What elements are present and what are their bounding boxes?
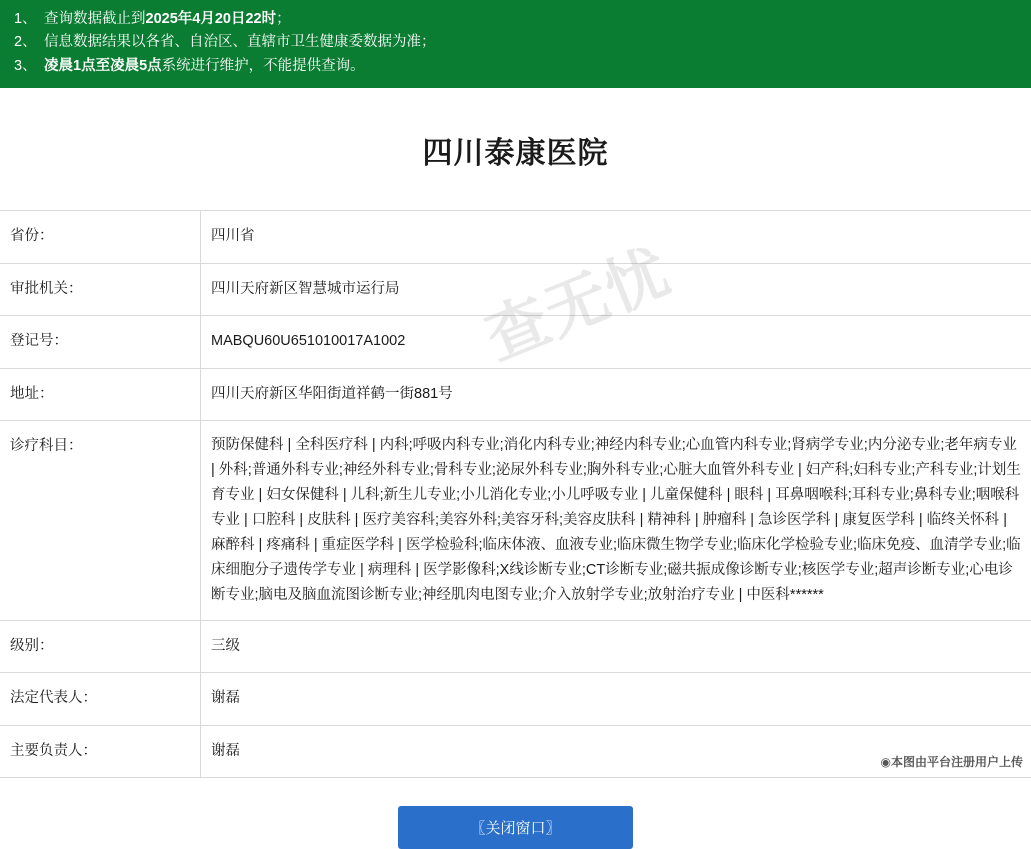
notice-line-2-text: 信息数据结果以各省、自治区、直辖市卫生健康委数据为准； [44,34,436,50]
row-value: 谢磊 [201,725,1031,777]
row-value: 谢磊 [201,673,1031,725]
table-row [0,316,1031,368]
hospital-info-table [0,210,1031,778]
notice-line-3 [0,55,1031,78]
table-row [0,421,1031,621]
close-window-button[interactable]: 〖关闭窗口〗 [398,806,633,849]
row-value: 四川天府新区华阳街道祥鹤一街881号 [201,368,1031,420]
notice-banner [0,0,1031,88]
notice-line-2-number: 2、 [14,31,44,54]
row-label: 级别： [0,620,201,672]
notice-line-3-text-post: 系统进行维护，不能提供查询。 [162,58,365,74]
page-title-wrap [0,88,1031,210]
notice-line-1 [0,8,1031,31]
table-row [0,725,1031,777]
table-row [0,211,1031,263]
row-label: 审批机关： [0,263,201,315]
table-row [0,673,1031,725]
footer [0,778,1031,849]
row-value: 四川省 [201,211,1031,263]
row-value: 三级 [201,620,1031,672]
row-value: MABQU60U651010017A1002 [201,316,1031,368]
notice-line-1-number: 1、 [14,8,44,31]
watermark-corner: ◉本图由平台注册用户上传 [881,753,1023,770]
row-label: 省份： [0,211,201,263]
row-label: 登记号： [0,316,201,368]
notice-line-3-bold: 凌晨1点至凌晨5点 [44,58,162,74]
row-label: 地址： [0,368,201,420]
row-value: 四川天府新区智慧城市运行局 [201,263,1031,315]
row-label: 法定代表人： [0,673,201,725]
notice-line-1-text: 查询数据截止到 [44,11,146,27]
notice-line-2 [0,31,1031,54]
watermark-center: 查无忧 [470,222,681,376]
row-label: 诊疗科目： [0,421,201,621]
page-title: 四川泰康医院 [0,128,1031,172]
row-value: 预防保健科 | 全科医疗科 | 内科;呼吸内科专业;消化内科专业;神经内科专业;心血管内科专业;肾病学专业;内分泌专业;老年病专业 | 外科;普通外科专业;神经外科专业;骨科专业;泌尿外科专业;胸外科专业;心脏大血管外科专业 | 妇产科;妇科专业;产科专业;计划生育专业 | 妇女保健科 | 儿科;新生儿专业;小儿消化专业;小儿呼吸专业 | 儿童保健科 | 眼科 | 耳鼻咽喉科;耳科专业;鼻科专业;咽喉科专业 | 口腔科 | 皮肤科 | 医疗美容科;美容外科;美容牙科;美容皮肤科 | 精神科 | 肿瘤科 | 急诊医学科 | 康复医学科 | 临终关怀科 | 麻醉科 | 疼痛科 | 重症医学科 | 医学检验科;临床体液、血液专业;临床微生物学专业;临床化学检验专业;临床免疫、血清学专业;临床细胞分子遗传学专业 | 病理科 | 医学影像科;X线诊断专业;CT诊断专业;磁共振成像诊断专业;核医学专业;超声诊断专业;心电诊断专业;脑电及脑血流图诊断专业;神经肌肉电图专业;介入放射学专业;放射治疗专业 | 中医科****** [201,421,1031,621]
notice-line-1-bold: 2025年4月20日22时 [146,11,277,27]
notice-line-3-number: 3、 [14,55,44,78]
notice-line-1-text-post: ； [276,11,291,27]
table-row [0,620,1031,672]
table-row [0,368,1031,420]
row-label: 主要负责人： [0,725,201,777]
table-row [0,263,1031,315]
